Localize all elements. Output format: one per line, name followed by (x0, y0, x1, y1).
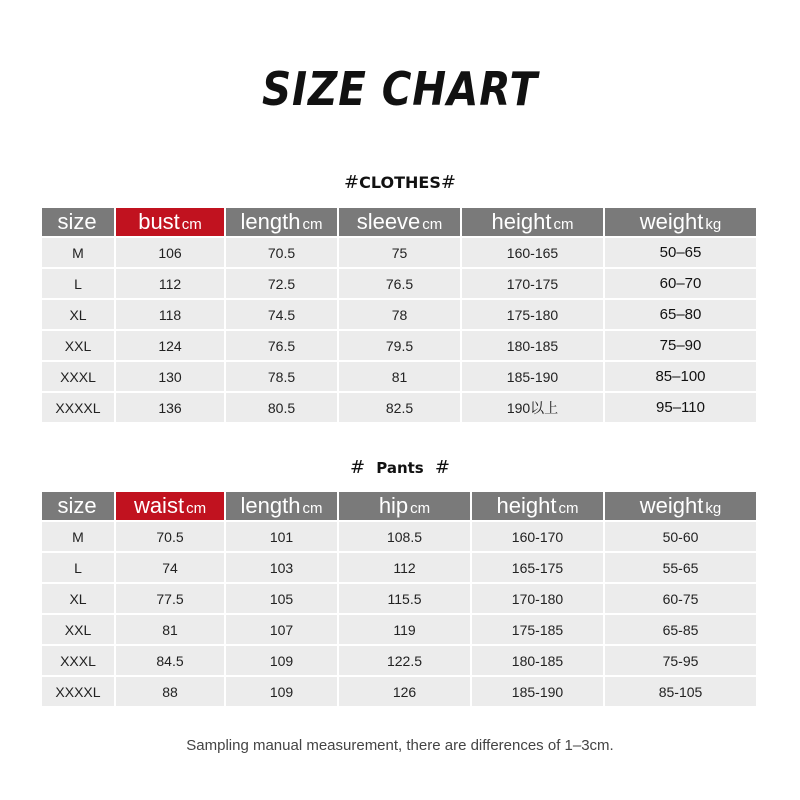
table-cell: 79.5 (339, 331, 460, 360)
table-cell: L (42, 553, 114, 582)
table-cell: XXXL (42, 362, 114, 391)
table-cell: L (42, 269, 114, 298)
table-cell: 160-170 (472, 522, 603, 551)
hash-right: # (434, 457, 450, 478)
table-row (42, 646, 756, 675)
table-cell: 77.5 (116, 584, 224, 613)
table-cell: 106 (116, 238, 224, 267)
table-row (42, 331, 756, 360)
table-cell: 170-180 (472, 584, 603, 613)
table-cell: XXXL (42, 646, 114, 675)
table-row (42, 362, 756, 391)
clothes-label-text: CLOTHES (359, 173, 441, 192)
table-cell: 119 (339, 615, 470, 644)
table-cell: M (42, 238, 114, 267)
table-cell: 180-185 (462, 331, 603, 360)
col-header-length: length cm (226, 492, 337, 520)
table-row (42, 553, 756, 582)
table-cell: 75-95 (605, 646, 756, 675)
clothes-size-table (40, 206, 758, 424)
col-header-weight: weight kg (605, 492, 756, 520)
table-cell: 85–100 (605, 362, 756, 391)
table-cell: 50–65 (605, 238, 756, 267)
pants-section-label (0, 457, 800, 478)
col-header-size: size (42, 208, 114, 236)
col-header-height: height cm (462, 208, 603, 236)
table-cell: 122.5 (339, 646, 470, 675)
table-cell: 50-60 (605, 522, 756, 551)
col-header-hip: hip cm (339, 492, 470, 520)
table-cell: 70.5 (116, 522, 224, 551)
table-cell: 108.5 (339, 522, 470, 551)
col-header-waist: waist cm (116, 492, 224, 520)
table-row (42, 522, 756, 551)
col-header-size: size (42, 492, 114, 520)
table-cell: 55-65 (605, 553, 756, 582)
table-row (42, 238, 756, 267)
table-row (42, 300, 756, 329)
table-row (42, 269, 756, 298)
table-cell: 76.5 (226, 331, 337, 360)
table-cell: 185-190 (472, 677, 603, 706)
hash-left: # (350, 457, 366, 478)
table-cell: 109 (226, 677, 337, 706)
pants-label-text: Pants (376, 459, 424, 477)
table-cell: 126 (339, 677, 470, 706)
table-cell: 81 (116, 615, 224, 644)
table-cell: 74.5 (226, 300, 337, 329)
table-cell: 60-75 (605, 584, 756, 613)
pants-size-table (40, 490, 758, 708)
table-cell: 88 (116, 677, 224, 706)
table-cell: XXXXL (42, 393, 114, 422)
table-cell: 109 (226, 646, 337, 675)
table-cell: 115.5 (339, 584, 470, 613)
table-cell: 95–110 (605, 393, 756, 422)
table-cell: 81 (339, 362, 460, 391)
table-cell: 84.5 (116, 646, 224, 675)
table-cell: 185-190 (462, 362, 603, 391)
table-cell: 65–80 (605, 300, 756, 329)
table-row (42, 584, 756, 613)
table-cell: 70.5 (226, 238, 337, 267)
table-cell: 175-180 (462, 300, 603, 329)
col-header-length: length cm (226, 208, 337, 236)
table-row (42, 615, 756, 644)
table-cell: 175-185 (472, 615, 603, 644)
table-cell: 80.5 (226, 393, 337, 422)
table-cell: 78 (339, 300, 460, 329)
table-cell: XXXXL (42, 677, 114, 706)
table-cell: 85-105 (605, 677, 756, 706)
table-cell: XXL (42, 615, 114, 644)
table-cell: 74 (116, 553, 224, 582)
table-cell: 124 (116, 331, 224, 360)
table-cell: 75 (339, 238, 460, 267)
table-header-row (42, 208, 756, 236)
table-cell: 112 (116, 269, 224, 298)
table-cell: 136 (116, 393, 224, 422)
col-header-bust: bust cm (116, 208, 224, 236)
table-cell: 190以上 (462, 393, 603, 422)
col-header-weight: weight kg (605, 208, 756, 236)
hash-right: # (440, 172, 456, 193)
table-cell: 170-175 (462, 269, 603, 298)
table-cell: 160-165 (462, 238, 603, 267)
table-cell: XL (42, 584, 114, 613)
table-cell: 76.5 (339, 269, 460, 298)
table-cell: 65-85 (605, 615, 756, 644)
table-row (42, 393, 756, 422)
table-cell: 75–90 (605, 331, 756, 360)
page-title: SIZE CHART (261, 62, 538, 116)
table-cell: 107 (226, 615, 337, 644)
table-cell: 78.5 (226, 362, 337, 391)
table-cell: 130 (116, 362, 224, 391)
col-header-sleeve: sleeve cm (339, 208, 460, 236)
table-row (42, 677, 756, 706)
col-header-height: height cm (472, 492, 603, 520)
table-cell: 180-185 (472, 646, 603, 675)
table-cell: 118 (116, 300, 224, 329)
table-cell: 60–70 (605, 269, 756, 298)
table-cell: 103 (226, 553, 337, 582)
table-cell: XXL (42, 331, 114, 360)
table-cell: 101 (226, 522, 337, 551)
clothes-section-label (0, 172, 800, 193)
table-header-row (42, 492, 756, 520)
table-cell: 82.5 (339, 393, 460, 422)
measurement-note: Sampling manual measurement, there are differences of 1–3cm. (186, 737, 614, 754)
table-cell: 72.5 (226, 269, 337, 298)
table-cell: 112 (339, 553, 470, 582)
table-cell: 165-175 (472, 553, 603, 582)
table-cell: 105 (226, 584, 337, 613)
table-cell: M (42, 522, 114, 551)
table-cell: XL (42, 300, 114, 329)
hash-left: # (344, 172, 360, 193)
